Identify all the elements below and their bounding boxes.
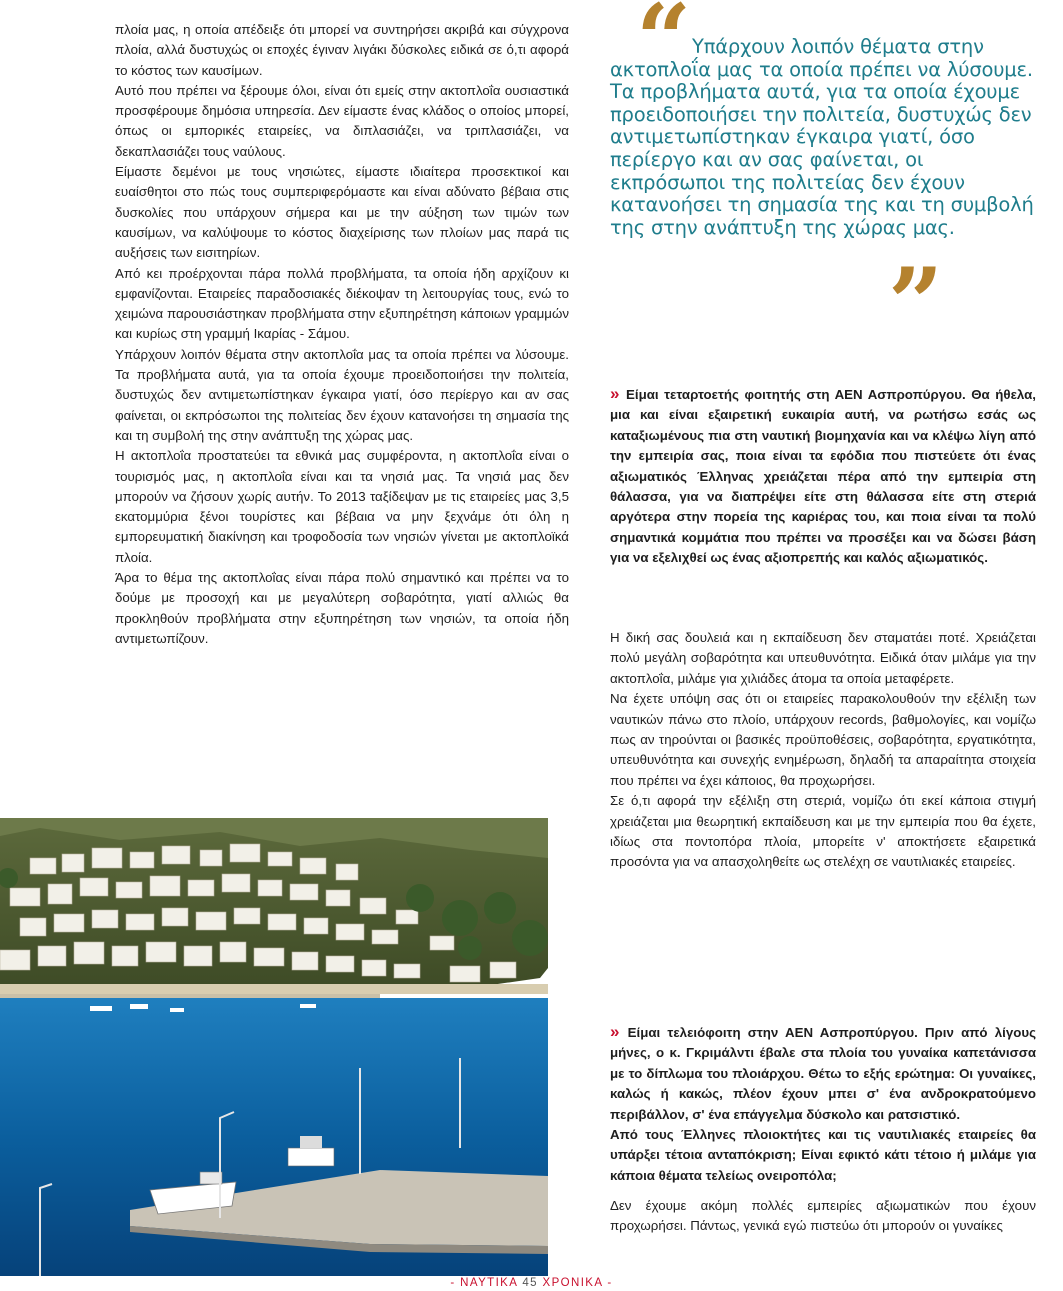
harbour-photo — [0, 818, 548, 1276]
left-paragraph: Είμαστε δεμένοι με τους νησιώτες, είμαστε ιδιαίτερα προσεκτικοί και ευαίσθητοι στο πώς τους συμπεριφερόμαστε και είναι αδύνατο βέβαια στις δυσκολίες που υπάρχουν σήμερα και με την αύξηση των τιμών των καυσίμων, να καλύψουμε το κόστος διαχείρισης των πλοίων μας παρά τις αυξήσεις των εισιτηρίων. — [115, 164, 569, 261]
page-number: 45 — [522, 1277, 538, 1289]
left-paragraph: Η ακτοπλοΐα προστατεύει τα εθνικά μας συμφέροντα, η ακτοπλοΐα είναι ο τουρισμός μας, η ακτοπλοΐα είναι και τα νησιά μας. Τα νησιά μας δεν μπορούν να ζήσουν χωρίς αυτήν. Το 2013 ταξίδεψαν με τις εταιρείες μας 3,5 εκατομμύρια ξένοι τουρίστες και βέβαια να μην ξεχνάμε ότι όλη η εμπορευματική διακίνηση και τροφοδοσία των νησιών γίνεται με ακτοπλοϊκά πλοία. — [115, 448, 569, 565]
harbour-illustration — [0, 818, 548, 1276]
left-paragraph: πλοία μας, η οποία απέδειξε ότι μπορεί να συντηρήσει ακριβά και σύγχρονα πλοία, αλλά δυστυχώς οι εποχές έγιναν λιγάκι δύσκολες ειδικά σε ό,τι αφορά το κόστος των καυσίμων. — [115, 22, 569, 78]
question-2 — [610, 1022, 1036, 1186]
left-paragraph: Από κει προέρχονται πάρα πολλά προβλήματα, τα οποία ήδη αρχίζουν κι εμφανίζονται. Εταιρείες παραδοσιακές διέκοψαν τη λειτουργίας τους, ενώ το χειμώνα παρουσιάστηκαν προβλήματα στην εξυπηρέτηση κάποιων γραμμών και κυρίως στη γραμμή Ικαρίας - Σάμου. — [115, 265, 569, 342]
question-marker-icon: » — [610, 384, 618, 403]
footer-title-1: ΝΑΥΤΙΚΑ — [460, 1277, 518, 1289]
question-marker-icon: » — [610, 1022, 618, 1041]
question-2-text-continued: Από τους Έλληνες πλοιοκτήτες και τις ναυτιλιακές εταιρείες θα υπάρξει τέτοια ανταπόκριση; Είναι εφικτό κάτι τέτοιο ή μιλάμε για κάποια θέματα τελείως ονειροπόλα; — [610, 1127, 1036, 1183]
open-quote-icon: “ — [636, 0, 692, 96]
answer-paragraph: Δεν έχουμε ακόμη πολλές εμπειρίες αξιωματικών που έχουν προχωρήσει. Πάντως, γενικά εγώ πιστεύω ότι μπορούν οι γυναίκες — [610, 1198, 1036, 1234]
question-1-text: Είμαι τεταρτοετής φοιτητής στη ΑΕΝ Ασπροπύργου. Θα ήθελα, μια και είναι εξαιρετική ευκαιρία αυτή, να ρωτήσω εσάς ως καταξιωμένους πια στη ναυτική βιομηχανία και να κλέψω λίγη από την εμπειρία σας, ποια είναι τα εφόδια που πιστεύετε ότι ένας αξιωματικός Έλληνας χρειάζεται πέρα από την εμπειρία στη θάλασσα, για να διαπρέψει είτε στη θάλασσα είτε στη στεριά αργότερα στην πορεία της καριέρας του, και ποια είναι τα πολύ σημαντικά κομμάτια που πρέπει να προσέξει και να δώσει βάση για να εξελιχθεί ως ένας αξιοπρεπής και καλός αξιωματικός. — [610, 387, 1036, 566]
question-1 — [610, 384, 1036, 569]
question-2-text: Είμαι τελειόφοιτη στην ΑΕΝ Ασπροπύργου. Πριν από λίγους μήνες, ο κ. Γκριμάλντι έβαλε στα πλοία του γυναίκα καπετάνισσα με το δίπλωμα του πλοιάρχου. Θέτω το εξής ερώτημα: Οι γυναίκες, καλώς ή κακώς, πλέον έχουν μπει σ' ένα ανδροκρατούμενο περιβάλλον, σ' ένα επάγγελμα δύσκολο και ρατσιστικό. — [610, 1025, 1036, 1122]
footer-dash: - — [450, 1277, 456, 1289]
left-paragraph: Άρα το θέμα της ακτοπλοΐας είναι πάρα πολύ σημαντικό και πρέπει να το δούμε με προσοχή και με μεγαλύτερη σοβαρότητα, γιατί αλλιώς θα προκληθούν προβλήματα στην εξυπηρέτηση των νησιών, τα οποία ήδη αντιμετωπίζουν. — [115, 570, 569, 646]
answer-paragraph: Σε ό,τι αφορά την εξέλιξη στη στεριά, νομίζω ότι εκεί κάποια στιγμή χρειάζεται μια θεωρητική εκπαίδευση και με την εμπειρία που θα έχετε, ιδίως στα ποντοπόρα πλοία, μπορείτε ν' αποκτήσετε εξαιρετικά προσόντα για να απασχοληθείτε ως στελέχη σε ναυτιλιακές εταιρείες. — [610, 793, 1036, 870]
answer-2 — [610, 1196, 1036, 1237]
footer-title-2: ΧΡΟΝΙΚΑ — [542, 1277, 603, 1289]
answer-paragraph: Η δική σας δουλειά και η εκπαίδευση δεν σταματάει ποτέ. Χρειάζεται πολύ μεγάλη σοβαρότητα και υπευθυνότητα. Ειδικά όταν μιλάμε για την ακτοπλοΐα, μιλάμε για χιλιάδες άτομα τα οποία μεταφέρετε. — [610, 630, 1036, 686]
left-paragraph: Αυτό που πρέπει να ξέρουμε όλοι, είναι ότι εμείς στην ακτοπλοΐα ουσιαστικά προσφέρουμε δημόσια υπηρεσία. Δεν είμαστε ένας κλάδος ο οποίος μπορεί, όπως οι εμπορικές εταιρείες, να διπλασιάζει, να τριπλασιάζει, να δεκαπλασιάζει τους ναύλους. — [115, 82, 569, 159]
left-article-column — [115, 20, 569, 649]
footer-dash: - — [607, 1277, 613, 1289]
close-quote-icon: ” — [888, 247, 944, 360]
pull-quote — [610, 36, 1036, 239]
left-paragraph: Υπάρχουν λοιπόν θέματα στην ακτοπλοΐα μας τα οποία πρέπει να λύσουμε. Τα προβλήματα αυτά, για τα οποία έχουμε προειδοποιήσει την πολιτεία, δυστυχώς δεν αντιμετωπίστηκαν έγκαιρα γιατί, όσο περίεργο και αν σας φαίνεται, οι εκπρόσωποι της πολιτείας δεν έχουν κατανοήσει τη σημασία της και τη συμβολή της στην ανάπτυξη της χώρας μας. — [115, 346, 569, 443]
answer-1 — [610, 628, 1036, 873]
pull-quote-text: Υπάρχουν λοιπόν θέματα στην ακτοπλοΐα μας τα οποία πρέπει να λύσουμε. Τα προβλήματα αυτά, για τα οποία έχουμε προειδοποιήσει την πολιτεία, δυστυχώς δεν αντιμετωπίστηκαν έγκαιρα γιατί, όσο περίεργο και αν σας φαίνεται, οι εκπρόσωποι της πολιτείας δεν έχουν κατανοήσει τη σημασία της και τη συμβολή της στην ανάπτυξη της χώρας μας. — [610, 35, 1034, 239]
answer-paragraph: Να έχετε υπόψη σας ότι οι εταιρείες παρακολουθούν την εξέλιξη των ναυτικών πάνω στο πλοίο, υπάρχουν records, βαθμολογίες, και νομίζω πως αν τηρούνται οι βασικές προϋποθέσεις, σοβαρότητα, εργατικότητα, υπευθυνότητα και συνεχής ενημέρωση, δηλαδή τα απαραίτητα στοιχεία που πρέπει να έχει κάποιος, θα προχωρήσει. — [610, 691, 1036, 788]
page-footer — [0, 1276, 1063, 1290]
